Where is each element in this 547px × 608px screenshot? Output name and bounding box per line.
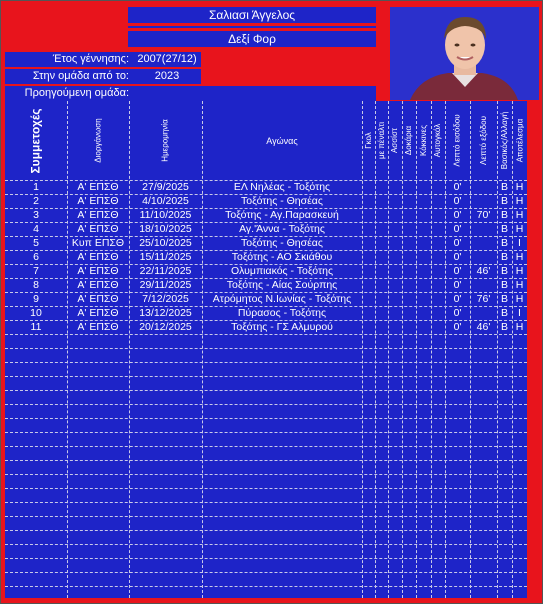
row-divider xyxy=(5,586,527,587)
cell-match: Τοξότης - Θησέας xyxy=(241,195,323,207)
cell-appearances: 7 xyxy=(33,265,39,277)
cell-min-in: 0' xyxy=(453,279,462,291)
previous-row xyxy=(5,86,376,101)
cell-appearances: 11 xyxy=(30,321,42,333)
cell-match: ΕΛ Νηλέας - Τοξότης xyxy=(233,181,331,193)
row-divider xyxy=(5,334,527,335)
cell-match: Τοξότης - Θησέας xyxy=(241,237,323,249)
row-divider xyxy=(5,502,527,503)
cell-result: Ι xyxy=(518,307,521,319)
header-min-out xyxy=(470,101,497,180)
cell-match: Αγ.'Άννα - Τοξότης xyxy=(239,223,325,235)
cell-bench: Β xyxy=(500,251,508,263)
cell-bench: Β xyxy=(500,237,508,249)
cell-competition: Α' ΕΠΣΘ xyxy=(77,279,119,291)
cell-competition: Α' ΕΠΣΘ xyxy=(77,181,119,193)
cell-date: 15/11/2025 xyxy=(139,251,192,263)
cell-date: 4/10/2025 xyxy=(142,195,189,207)
cell-date: 13/12/2025 xyxy=(139,307,192,319)
header-label: Ασσίστ xyxy=(390,127,400,154)
row-divider xyxy=(5,530,527,531)
header-label: Κόκκινες xyxy=(419,125,429,156)
header-label: Λεπτό εισόδου xyxy=(453,114,462,167)
header-bench xyxy=(497,101,512,180)
cell-appearances: 1 xyxy=(33,181,39,193)
player-position: Δεξί Φορ xyxy=(128,31,376,47)
header-penalty xyxy=(375,101,388,180)
appearances-table xyxy=(5,101,527,598)
row-divider xyxy=(5,572,527,573)
cell-competition: Α' ΕΠΣΘ xyxy=(77,307,119,319)
cell-bench: Β xyxy=(500,223,508,235)
cell-date: 27/9/2025 xyxy=(142,181,189,193)
cell-min-in: 0' xyxy=(453,265,462,277)
row-divider xyxy=(5,348,527,349)
row-divider xyxy=(5,544,527,545)
cell-result: Ι xyxy=(518,237,521,249)
joined-value: 2023 xyxy=(154,70,180,82)
cell-match: Τοξότης - ΑΟ Σκιάθου xyxy=(231,251,333,263)
cell-bench: Β xyxy=(500,321,508,333)
cell-appearances: 9 xyxy=(33,293,39,305)
cell-min-in: 0' xyxy=(453,251,462,263)
header-goals xyxy=(362,101,375,180)
header-assists xyxy=(388,101,402,180)
cell-match: Ατρόμητος Ν.Ιωνίας - Τοξότης xyxy=(212,293,352,305)
row-divider xyxy=(5,418,527,419)
player-name: Σαλιασι Άγγελος xyxy=(128,7,376,23)
row-divider xyxy=(5,390,527,391)
cell-competition: Α' ΕΠΣΘ xyxy=(77,195,119,207)
row-divider xyxy=(5,516,527,517)
row-divider xyxy=(5,376,527,377)
joined-label: Στην ομάδα από το: xyxy=(32,70,129,82)
cell-match: Πύρασος - Τοξότης xyxy=(237,307,327,319)
cell-min-in: 0' xyxy=(453,181,462,193)
header-label: Ημερομηνία xyxy=(160,119,170,162)
header-label: Αγώνας xyxy=(266,135,298,146)
header-label: Αποτέλεσμα xyxy=(515,118,525,163)
header-label: με πέναλτι xyxy=(377,121,387,160)
cell-bench: Β xyxy=(500,265,508,277)
header-appearances xyxy=(5,101,67,180)
header-label: Δοκάρια xyxy=(404,125,414,156)
cell-result: Η xyxy=(515,251,524,263)
cell-bench: Β xyxy=(500,209,508,221)
cell-bench: Β xyxy=(500,181,508,193)
cell-date: 22/11/2025 xyxy=(139,265,192,277)
header-yellow xyxy=(402,101,416,180)
cell-match: Τοξότης - ΓΣ Αλμυρού xyxy=(231,321,333,333)
cell-appearances: 3 xyxy=(33,209,39,221)
cell-min-out: 76' xyxy=(476,293,491,305)
cell-date: 11/10/2025 xyxy=(139,209,192,221)
cell-date: 18/10/2025 xyxy=(139,223,192,235)
header-own-goal xyxy=(431,101,445,180)
player-photo xyxy=(390,7,539,100)
row-divider xyxy=(5,488,527,489)
cell-min-in: 0' xyxy=(453,223,462,235)
header-label: Διοργάνωση xyxy=(93,118,103,163)
row-divider xyxy=(5,404,527,405)
cell-bench: Β xyxy=(500,293,508,305)
cell-result: Η xyxy=(515,209,524,221)
cell-appearances: 8 xyxy=(33,279,39,291)
cell-date: 25/10/2025 xyxy=(139,237,192,249)
row-divider xyxy=(5,446,527,447)
birth-label: Έτος γέννησης: xyxy=(52,53,129,65)
header-label: Γκολ xyxy=(364,132,374,149)
cell-min-out: 46' xyxy=(476,265,491,277)
cell-result: Η xyxy=(515,223,524,235)
cell-min-out: 70' xyxy=(476,209,491,221)
cell-competition: Α' ΕΠΣΘ xyxy=(77,321,119,333)
header-date xyxy=(129,101,202,180)
cell-appearances: 2 xyxy=(33,195,39,207)
row-divider xyxy=(5,432,527,433)
cell-result: Η xyxy=(515,195,524,207)
cell-appearances: 10 xyxy=(30,307,42,319)
header-competition xyxy=(67,101,129,180)
cell-competition: Κυπ ΕΠΣΘ xyxy=(71,237,125,249)
cell-appearances: 5 xyxy=(33,237,39,249)
cell-date: 29/11/2025 xyxy=(139,279,192,291)
cell-min-in: 0' xyxy=(453,195,462,207)
cell-result: Η xyxy=(515,181,524,193)
cell-appearances: 4 xyxy=(33,223,39,235)
cell-bench: Β xyxy=(500,195,508,207)
cell-result: Η xyxy=(515,321,524,333)
cell-competition: Α' ΕΠΣΘ xyxy=(77,293,119,305)
divider xyxy=(128,26,376,28)
cell-min-out: 46' xyxy=(476,321,491,333)
header-label: Αυτογκόλ xyxy=(433,123,443,158)
row-divider xyxy=(5,460,527,461)
header-match xyxy=(202,101,362,180)
cell-date: 20/12/2025 xyxy=(139,321,192,333)
header-label: Βασικός/Αλλαγή xyxy=(500,111,509,170)
cell-competition: Α' ΕΠΣΘ xyxy=(77,265,119,277)
header-label: Συμμετοχές xyxy=(29,107,44,174)
cell-date: 7/12/2025 xyxy=(142,293,189,305)
cell-result: Η xyxy=(515,265,524,277)
cell-min-in: 0' xyxy=(453,209,462,221)
cell-bench: Β xyxy=(500,279,508,291)
cell-result: Η xyxy=(515,279,524,291)
cell-match: Ολυμπιακός - Τοξότης xyxy=(230,265,334,277)
cell-competition: Α' ΕΠΣΘ xyxy=(77,209,119,221)
row-divider xyxy=(5,474,527,475)
header-red xyxy=(416,101,431,180)
cell-min-in: 0' xyxy=(453,321,462,333)
cell-match: Τοξότης - Αίας Σούρπης xyxy=(226,279,338,291)
cell-appearances: 6 xyxy=(33,251,39,263)
header-result xyxy=(512,101,527,180)
joined-row xyxy=(5,69,201,84)
cell-min-in: 0' xyxy=(453,237,462,249)
cell-bench: Β xyxy=(500,307,508,319)
header-min-in xyxy=(445,101,470,180)
cell-result: Η xyxy=(515,293,524,305)
cell-min-in: 0' xyxy=(453,293,462,305)
cell-competition: Α' ΕΠΣΘ xyxy=(77,251,119,263)
birth-row xyxy=(5,52,201,67)
cell-competition: Α' ΕΠΣΘ xyxy=(77,223,119,235)
row-divider xyxy=(5,362,527,363)
cell-match: Τοξότης - Αγ.Παρασκευή xyxy=(225,209,339,221)
previous-label: Προηγούμενη ομάδα: xyxy=(24,87,129,99)
cell-min-in: 0' xyxy=(453,307,462,319)
birth-value: 2007(27/12) xyxy=(137,53,197,65)
header-label: Λεπτό εξόδου xyxy=(479,116,489,165)
row-divider xyxy=(5,558,527,559)
